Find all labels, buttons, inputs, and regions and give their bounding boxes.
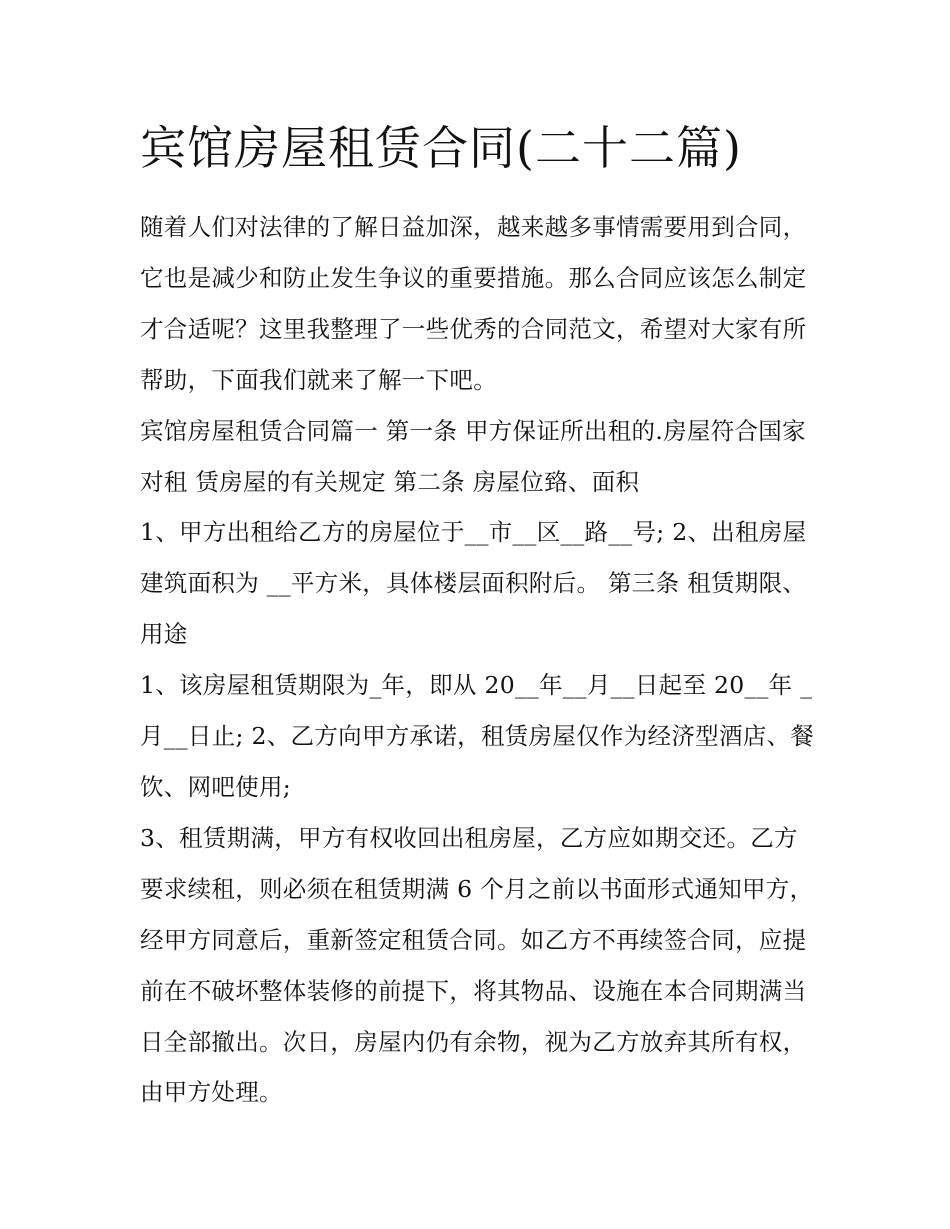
lease-term-paragraph: 1、该房屋租赁期限为_年，即从 20__年__月__日起至 20__年 _月__日止; 2、乙方向甲方承诺，租赁房屋仅作为经济型酒店、餐饮、网吧使用;	[140, 671, 815, 801]
document-body	[140, 112, 815, 1118]
lease-expiry-paragraph: 3、租赁期满，甲方有权收回出租房屋，乙方应如期交还。乙方要求续租，则必须在租赁期满 6 个月之前以书面形式通知甲方，经甲方同意后，重新签定租赁合同。如乙方不再续签合同，应提前在不破坏整体装修的前提下，将其物品、设施在本合同期满当日全部撤出。次日，房屋内仍有余物，视为乙方放弃其所有权，由甲方处理。	[140, 823, 814, 1107]
location-area-paragraph: 1、甲方出租给乙方的房屋位于__市__区__路__号; 2、出租房屋建筑面积为 __平方米，具体楼层面积附后。 第三条 租赁期限、用途	[140, 518, 807, 649]
article-1-2-paragraph: 宾馆房屋租赁合同篇一 第一条 甲方保证所出租的.房屋符合国家对租 赁房屋的有关规定 第二条 房屋位臵、面积	[140, 416, 806, 496]
intro-paragraph: 随着人们对法律的了解日益加深，越来越多事情需要用到合同，它也是减少和防止发生争议的重要措施。那么合同应该怎么制定才合适呢？这里我整理了一些优秀的合同范文，希望对大家有所帮助，下面我们就来了解一下吧。	[140, 213, 807, 394]
document-title: 宾馆房屋租赁合同(二十二篇)	[140, 121, 742, 175]
